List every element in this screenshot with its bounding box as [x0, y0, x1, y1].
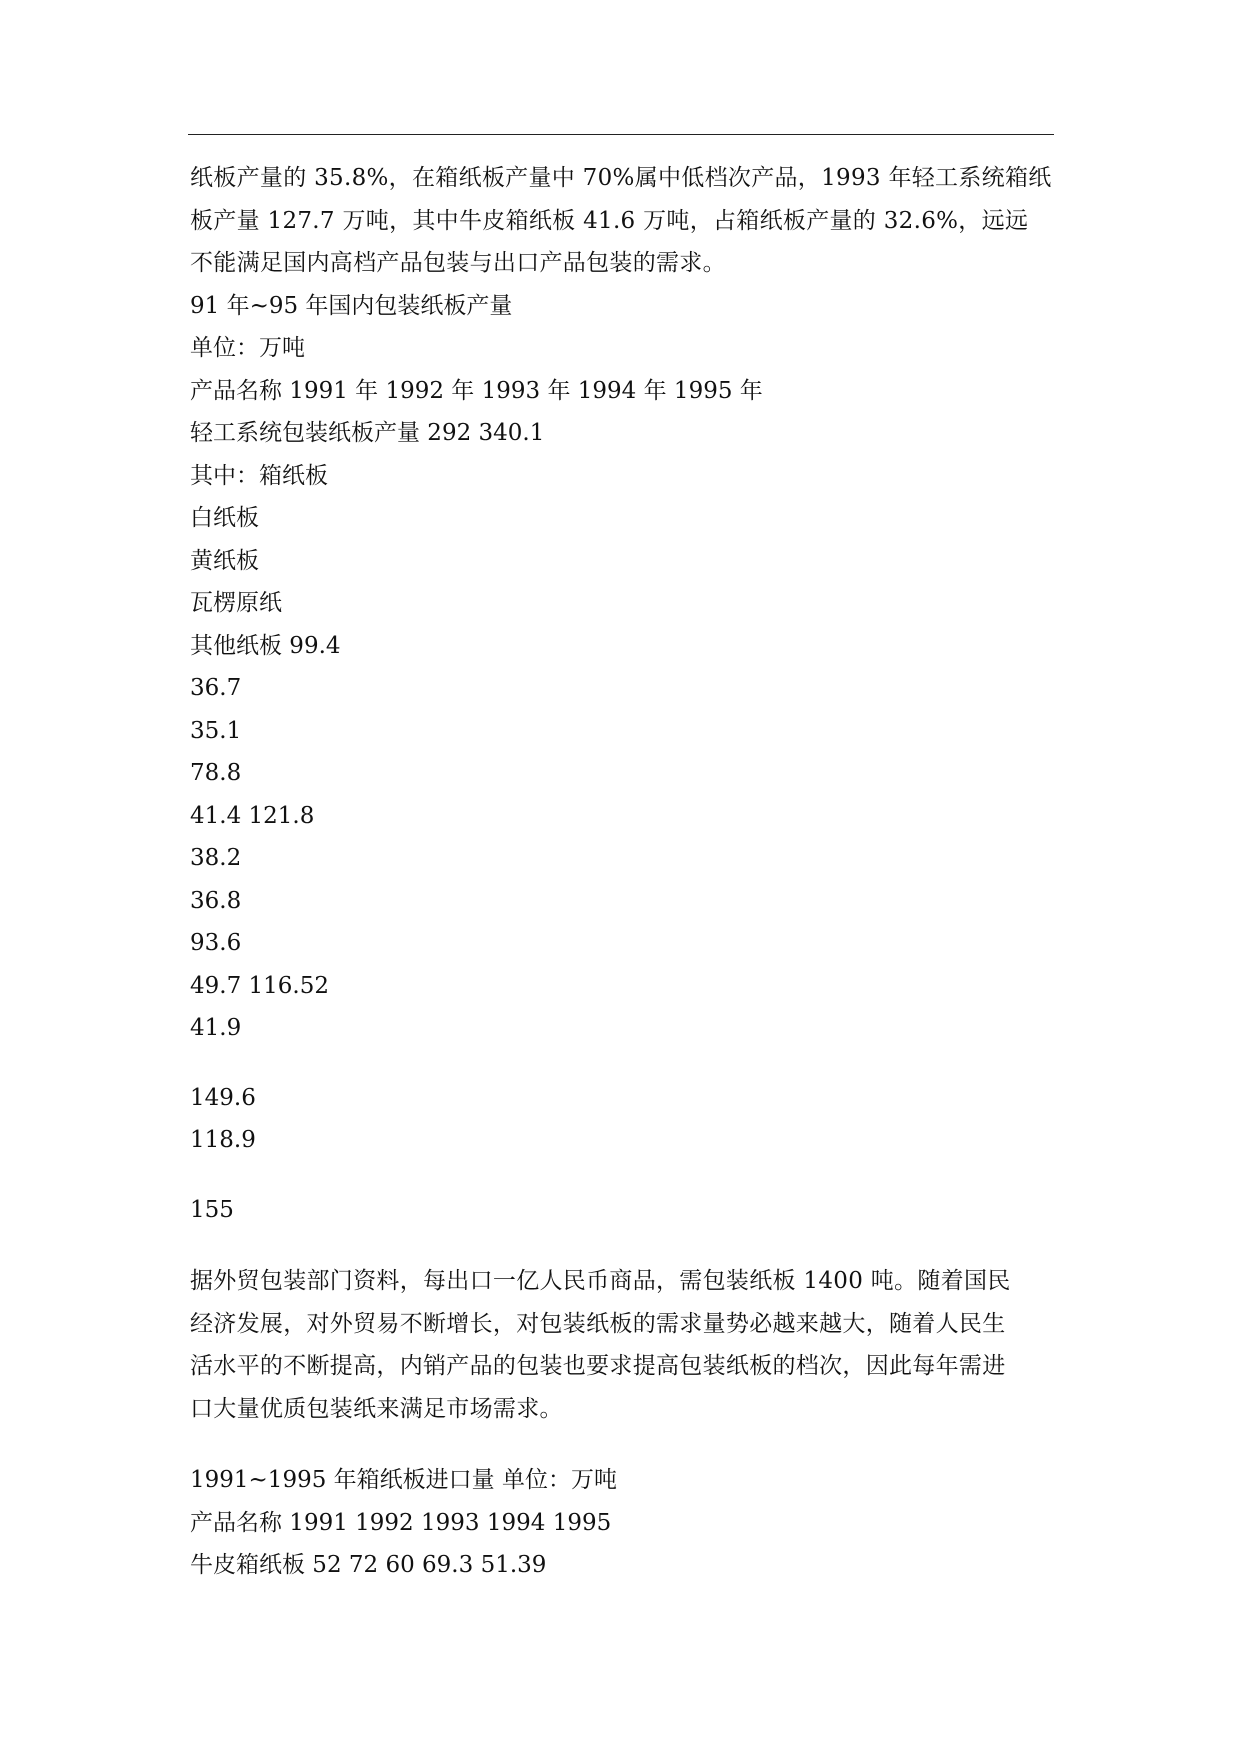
spacer [190, 1050, 1058, 1077]
table-row: 瓦楞原纸 [190, 590, 282, 616]
document-body [190, 157, 1058, 1587]
import-table [190, 1459, 1058, 1587]
table-row: 白纸板 [190, 505, 259, 531]
table-header-row: 产品名称 1991 1992 1993 1994 1995 [190, 1509, 612, 1536]
table-row: 35.1 [190, 717, 242, 744]
paragraph-line: 活水平的不断提高，内销产品的包装也要求提高包装纸板的档次，因此每年需进 [190, 1353, 1006, 1379]
table-row: 黄纸板 [190, 547, 259, 574]
table-row: 41.9 [190, 1015, 242, 1041]
spacer [190, 1231, 1058, 1260]
production-table [190, 285, 1058, 1232]
table-row: 其他纸板 99.4 [190, 632, 341, 659]
table-row: 38.2 [190, 845, 242, 871]
spacer [190, 1162, 1058, 1189]
paragraph-intro [190, 157, 1058, 285]
table-row: 牛皮箱纸板 52 72 60 69.3 51.39 [190, 1552, 547, 1578]
table-row: 49.7 116.52 [190, 972, 329, 999]
table-header-row: 产品名称 1991 年 1992 年 1993 年 1994 年 1995 年 [190, 377, 763, 404]
paragraph-line: 板产量 127.7 万吨，其中牛皮箱纸板 41.6 万吨，占箱纸板产量的 32.6%，远远 [190, 207, 1029, 234]
paragraph-line: 纸板产量的 35.8%，在箱纸板产量中 70%属中低档次产品，1993 年轻工系统箱纸 [190, 165, 1052, 191]
table-row: 155 [190, 1196, 234, 1223]
paragraph-line: 不能满足国内高档产品包装与出口产品包装的需求。 [190, 250, 726, 276]
table-row: 36.7 [190, 675, 242, 701]
table-row: 78.8 [190, 760, 242, 786]
paragraph-trade [190, 1260, 1058, 1430]
header-rule [188, 134, 1054, 135]
table-row: 93.6 [190, 930, 242, 956]
table-row: 118.9 [190, 1127, 256, 1153]
table-row: 轻工系统包装纸板产量 292 340.1 [190, 420, 545, 446]
paragraph-line: 口大量优质包装纸来满足市场需求。 [190, 1395, 563, 1422]
table-row: 36.8 [190, 887, 242, 914]
table-row: 41.4 121.8 [190, 802, 315, 829]
spacer [190, 1430, 1058, 1459]
table-title: 91 年~95 年国内包装纸板产量 [190, 292, 513, 319]
table-unit: 单位：万吨 [190, 335, 305, 361]
paragraph-line: 据外贸包装部门资料，每出口一亿人民币商品，需包装纸板 1400 吨。随着国民 [190, 1268, 1011, 1294]
paragraph-line: 经济发展，对外贸易不断增长，对包装纸板的需求量势必越来越大，随着人民生 [190, 1310, 1006, 1337]
table-row: 其中：箱纸板 [190, 462, 328, 489]
table-title: 1991~1995 年箱纸板进口量 单位：万吨 [190, 1467, 617, 1493]
table-row: 149.6 [190, 1084, 256, 1111]
